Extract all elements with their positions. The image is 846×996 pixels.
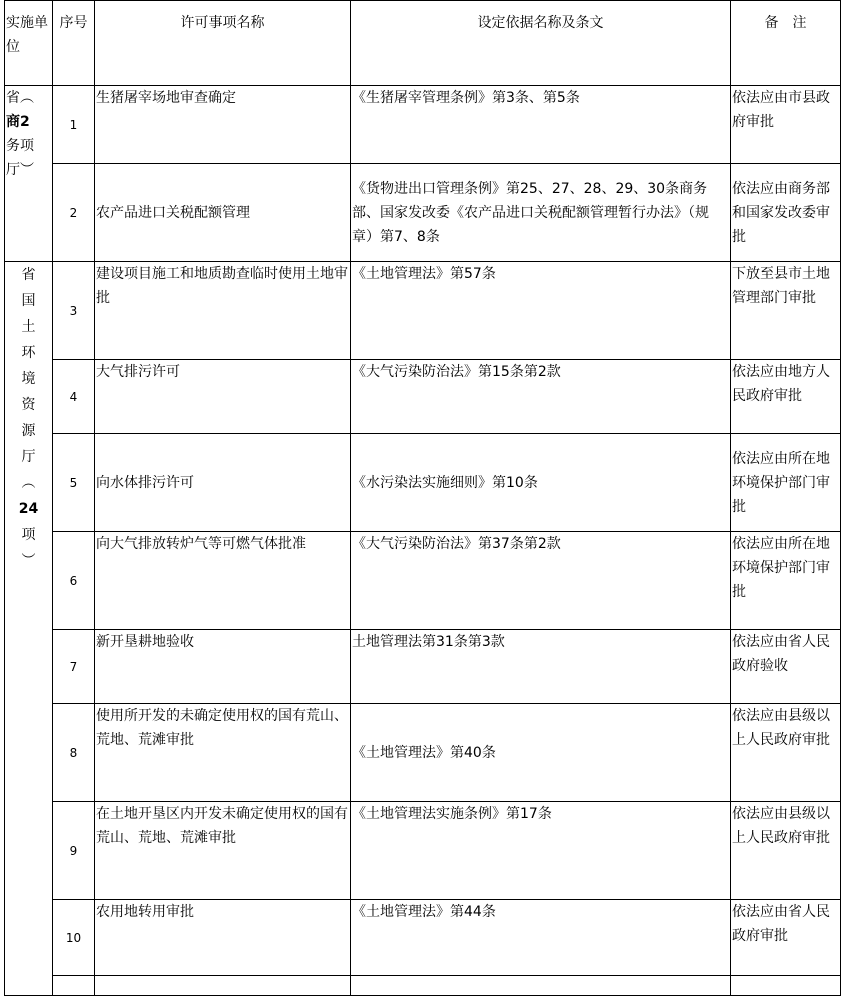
unit-line: 务项 [6,138,34,154]
row-basis: 土地管理法第31条第3款 [351,630,731,704]
row-name: 向大气排放转炉气等可燃气体批准 [95,532,351,630]
row-name: 生猪屠宰场地审查确定 [95,86,351,164]
unit-line: 境 [21,371,36,387]
row-name: 农用地转用审批 [95,900,351,976]
table-row [5,434,841,532]
row-no: 2 [53,164,95,262]
row-name-empty [95,976,351,996]
row-basis: 《土地管理法》第40条 [351,704,731,802]
unit-line: 省︵ [6,90,34,106]
row-name: 大气排污许可 [95,360,351,434]
unit-line: 24 [18,501,39,517]
table-row [5,630,841,704]
row-no: 4 [53,360,95,434]
row-note-empty [731,976,841,996]
row-note: 依法应由省人民政府审批 [731,900,841,976]
row-no: 5 [53,434,95,532]
header-row [5,1,841,86]
permit-table [4,0,841,996]
row-note: 下放至县市土地管理部门审批 [731,262,841,360]
row-name: 建设项目施工和地质勘查临时使用土地审批 [95,262,351,360]
unit-line: 项 [21,527,36,543]
unit-line: 厅︶ [6,162,34,178]
unit-line: 源 [21,423,36,439]
row-no: 7 [53,630,95,704]
row-no: 8 [53,704,95,802]
row-no: 9 [53,802,95,900]
unit-commerce [5,86,53,262]
row-name: 向水体排污许可 [95,434,351,532]
row-basis: 《生猪屠宰管理条例》第3条、第5条 [351,86,731,164]
table-row-partial [5,976,841,996]
unit-line: 土 [21,319,36,335]
table-row [5,360,841,434]
row-no: 3 [53,262,95,360]
row-note: 依法应由省人民政府验收 [731,630,841,704]
row-note: 依法应由市县政府审批 [731,86,841,164]
unit-line: 环 [21,345,36,361]
header-unit: 实施单位 [5,1,53,86]
row-name: 农产品进口关税配额管理 [95,164,351,262]
row-basis: 《大气污染防治法》第15条第2款 [351,360,731,434]
row-note: 依法应由商务部和国家发改委审批 [731,164,841,262]
unit-line: 商2 [6,114,30,130]
header-no: 序号 [53,1,95,86]
row-no: 10 [53,900,95,976]
table-row [5,164,841,262]
row-basis: 《土地管理法》第44条 [351,900,731,976]
row-basis: 《水污染法实施细则》第10条 [351,434,731,532]
row-note: 依法应由所在地环境保护部门审批 [731,532,841,630]
unit-line: 国 [21,293,36,309]
row-name: 新开垦耕地验收 [95,630,351,704]
header-basis: 设定依据名称及条文 [351,1,731,86]
header-note: 备 注 [731,1,841,86]
table-row [5,86,841,164]
row-basis: 《土地管理法实施条例》第17条 [351,802,731,900]
unit-line: ︵ [21,475,36,491]
table-row [5,262,841,360]
unit-line: 厅 [21,449,36,465]
unit-line: 资 [21,397,36,413]
row-note: 依法应由县级以上人民政府审批 [731,802,841,900]
unit-land-environment [5,262,53,996]
row-basis: 《土地管理法》第57条 [351,262,731,360]
table-row [5,532,841,630]
row-no: 1 [53,86,95,164]
unit-line: ︶ [21,553,36,569]
table-row [5,900,841,976]
row-name: 在土地开垦区内开发未确定使用权的国有荒山、荒地、荒滩审批 [95,802,351,900]
row-note: 依法应由地方人民政府审批 [731,360,841,434]
row-name: 使用所开发的未确定使用权的国有荒山、荒地、荒滩审批 [95,704,351,802]
row-basis: 《货物进出口管理条例》第25、27、28、29、30条商务部、国家发改委《农产品进口关税配额管理暂行办法》（规章）第7、8条 [351,164,731,262]
unit-line: 省 [21,267,36,283]
row-basis-empty [351,976,731,996]
table-row [5,802,841,900]
row-no: 6 [53,532,95,630]
row-note: 依法应由所在地环境保护部门审批 [731,434,841,532]
table-row [5,704,841,802]
row-basis: 《大气污染防治法》第37条第2款 [351,532,731,630]
header-name: 许可事项名称 [95,1,351,86]
row-no-empty [53,976,95,996]
row-note: 依法应由县级以上人民政府审批 [731,704,841,802]
